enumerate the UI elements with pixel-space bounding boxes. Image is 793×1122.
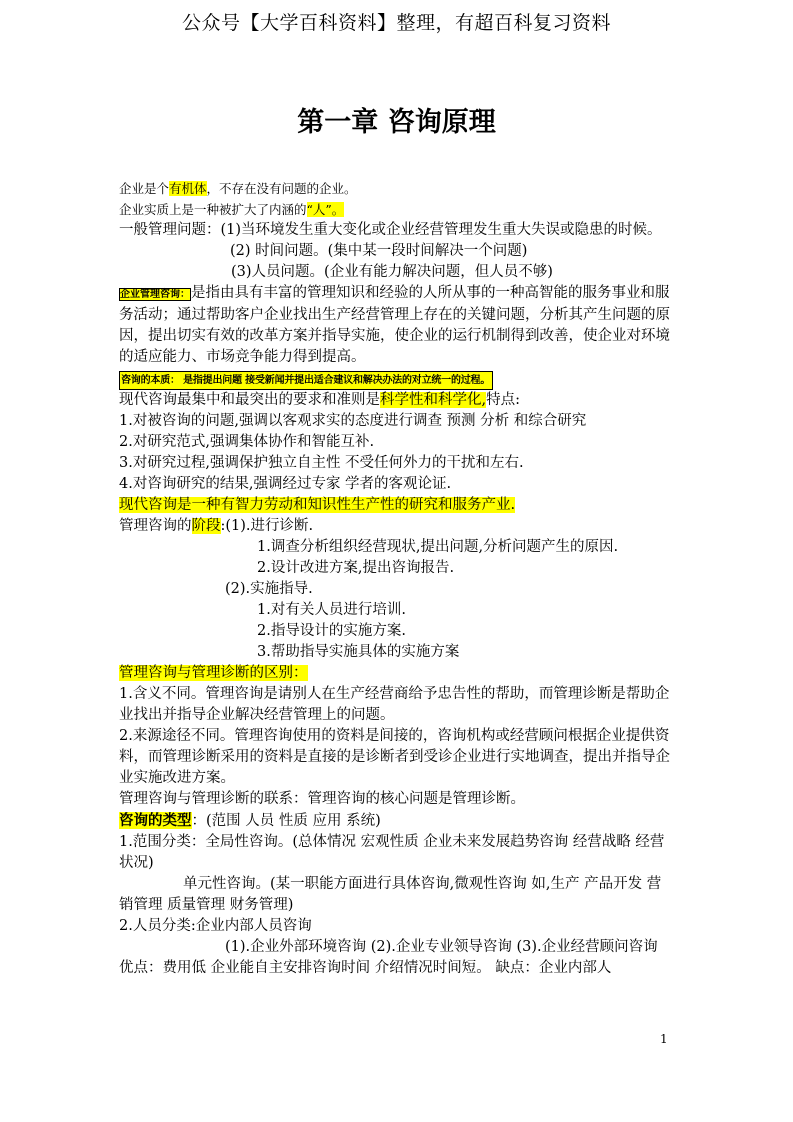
boxed-notice-row	[119, 368, 675, 390]
text-line: 2.人员分类:企业内部人员咨询	[119, 918, 312, 934]
text-line: 企业实质上是一种被扩大了内涵的“人”。	[119, 202, 345, 217]
list-item: 1.对有关人员进行培训.	[257, 602, 406, 618]
text-line	[119, 663, 675, 684]
text-line: 一般管理问题：(1)当环境发生重大变化或企业经营管理发生重大失误或隐患的时候。	[119, 222, 662, 238]
list-item: 4.对咨询研究的结果,强调经过专家 学者的客观论证.	[119, 476, 452, 492]
paragraph: (1).企业外部环境咨询 (2).企业专业领导咨询 (3).企业经营顾问咨询	[225, 939, 658, 955]
text-line: 管理咨询与管理诊断的联系：管理咨询的核心问题是管理诊断。	[119, 791, 525, 807]
text-line: 咨询的类型：(范围 人员 性质 应用 系统)	[119, 812, 381, 829]
text-line	[119, 495, 675, 516]
highlight: 现代咨询是一种有智力劳动和知识性生产性的研究和服务产业.	[119, 497, 516, 513]
paragraph: 单元性咨询。(某一职能方面进行具体咨询,微观性咨询 如,生产 产品开发 营销管理 质量管理 财务管理)	[119, 876, 662, 913]
list-item: 1.调查分析组织经营现状,提出问题,分析问题产生的原因.	[257, 539, 619, 555]
highlight: “人”。	[306, 202, 345, 217]
highlight: 咨询的类型	[119, 812, 192, 829]
text-line: 企业是个有机体，不存在没有问题的企业。	[119, 181, 357, 196]
list-item: (2).实施指导.	[225, 581, 313, 597]
text-line: 管理咨询的阶段:(1).进行诊断.	[119, 518, 314, 534]
paragraph: 1.范围分类：全局性咨询。(总体情况 宏观性质 企业未来发展趋势咨询 经营战略 经营状况)	[119, 834, 665, 871]
paragraph: 2.来源途径不同。管理咨询使用的资料是间接的，咨询机构或经营顾问根据企业提供资料，而管理诊断采用的资料是直接的是诊断者到受诊企业进行实地调查，提出并指导企业实施改进方案。	[119, 728, 670, 786]
chapter-title: 第一章 咨询原理	[297, 107, 496, 138]
text-line: (3)人员问题。(企业有能力解决问题，但人员不够)	[231, 264, 553, 280]
list-item: 2.对研究范式,强调集体协作和智能互补.	[119, 434, 375, 450]
document-body	[119, 178, 675, 979]
term-label: 企业管理咨询：	[120, 289, 190, 300]
page-number: 1	[660, 1032, 668, 1046]
highlight: 有机体	[169, 181, 207, 196]
page-header: 公众号【大学百科资料】整理，有超百科复习资料	[181, 12, 611, 34]
text-line: 优点：费用低 企业能自主安排咨询时间 介绍情况时间短。 缺点：企业内部人	[119, 960, 612, 976]
text-line: 现代咨询最集中和最突出的要求和准则是科学性和科学化,特点:	[119, 392, 520, 408]
list-item: 2.设计改进方案,提出咨询报告.	[257, 560, 455, 576]
list-item: 3.对研究过程,强调保护独立自主性 不受任何外力的干扰和左右.	[119, 455, 524, 471]
list-item: 3.帮助指导实施具体的实施方案	[257, 644, 460, 660]
highlight: 阶段	[191, 518, 221, 534]
paragraph: 1.含义不同。管理咨询是请别人在生产经营商给予忠告性的帮助，而管理诊断是帮助企业找出并指导企业解决经营管理上的问题。	[119, 686, 670, 723]
definition-paragraph: 企业管理咨询：是指由具有丰富的管理知识和经验的人所从事的一种高智能的服务事业和服务活动；通过帮助客户企业找出生产经营管理上存在的关键问题，分析其产生问题的原因，提出切实有效的改革方案并指导实施，使企业的运行机制得到改善，使企业对环境的适应能力、市场竞争能力得到提高。	[119, 285, 670, 365]
text-line: (2) 时间问题。(集中某一段时间解决一个问题)	[230, 243, 528, 259]
list-item: 2.指导设计的实施方案.	[257, 623, 406, 639]
boxed-notice: 咨询的本质： 是指提出问题 接受新闻并提出适合建议和解决办法的对立统一的过程。	[119, 371, 493, 390]
list-item: 1.对被咨询的问题,强调以客观求实的态度进行调查 预测 分析 和综合研究	[119, 413, 587, 429]
highlight: 管理咨询与管理诊断的区别：	[119, 665, 308, 681]
highlight: 科学性和科学化,	[380, 392, 487, 408]
